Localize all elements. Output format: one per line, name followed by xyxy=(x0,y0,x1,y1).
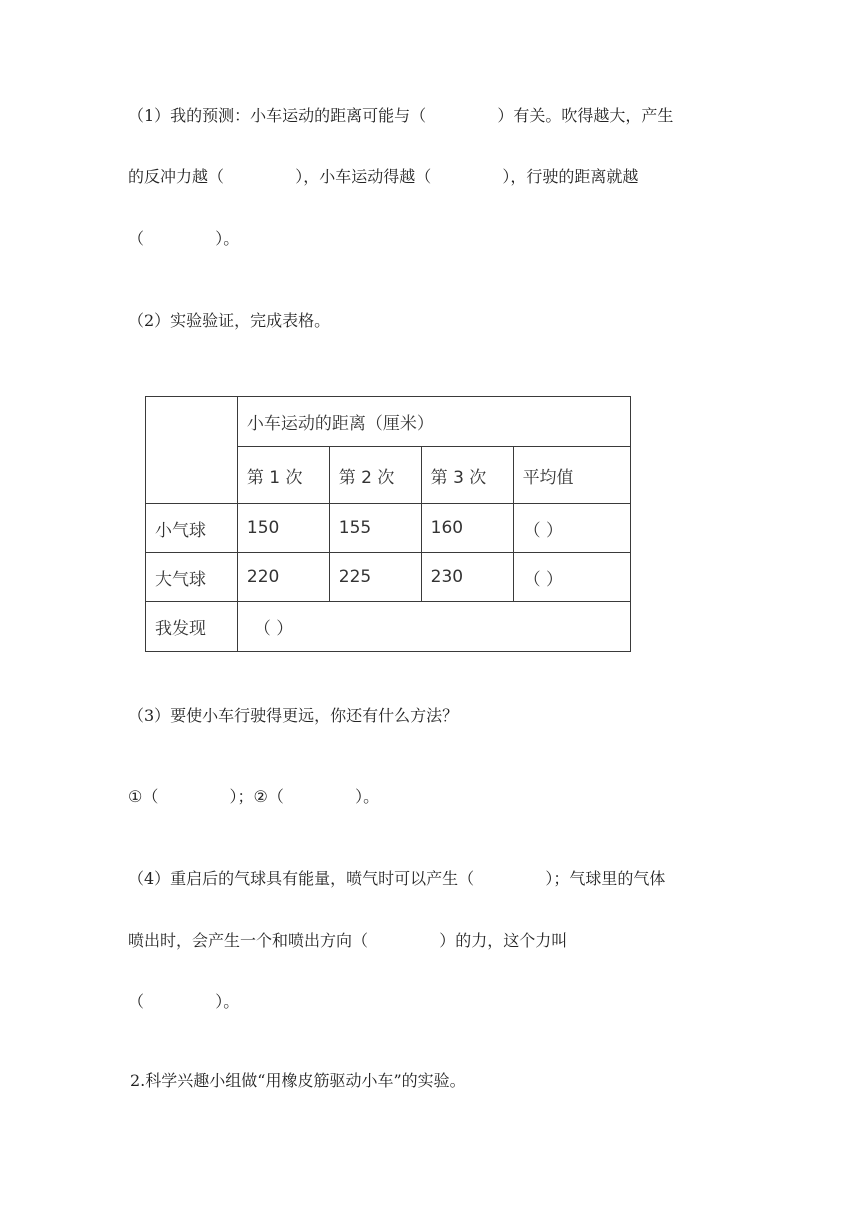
table-cell: 220 xyxy=(237,553,329,602)
average-blank: （ ） xyxy=(513,504,630,553)
q3-answer-line: ①（ ）；②（ ）。 xyxy=(128,787,380,806)
table-cell: 230 xyxy=(421,553,513,602)
q1-line-3: （ ）。 xyxy=(128,229,240,248)
table-group-header: 小车运动的距离（厘米） xyxy=(237,397,630,447)
table-row-small-balloon xyxy=(146,504,631,553)
q3-prompt: （3）要使小车行驶得更远，你还有什么方法？ xyxy=(128,706,459,725)
q1-line-2: 的反冲力越（ ），小车运动得越（ ），行驶的距离就越 xyxy=(128,167,639,186)
table-row-finding xyxy=(146,602,631,652)
q4-line-1: （4）重启后的气球具有能量，喷气时可以产生（ ）；气球里的气体 xyxy=(128,869,666,888)
table-cell: 225 xyxy=(329,553,421,602)
table-row-large-balloon xyxy=(146,553,631,602)
column-header-trial-2: 第 2 次 xyxy=(329,447,421,504)
table-corner-cell xyxy=(146,397,238,504)
distance-table xyxy=(145,396,631,652)
table-cell: 155 xyxy=(329,504,421,553)
row-label: 我发现 xyxy=(146,602,238,652)
table-cell: 150 xyxy=(237,504,329,553)
finding-blank: （ ） xyxy=(237,602,630,652)
column-header-average: 平均值 xyxy=(513,447,630,504)
q4-line-2: 喷出时，会产生一个和喷出方向（ ）的力，这个力叫 xyxy=(128,931,568,950)
q1-line-1: （1）我的预测：小车运动的距离可能与（ ）有关。吹得越大，产生 xyxy=(128,106,674,125)
column-header-trial-1: 第 1 次 xyxy=(237,447,329,504)
column-header-trial-3: 第 3 次 xyxy=(421,447,513,504)
q2-prompt: （2）实验验证，完成表格。 xyxy=(128,311,331,330)
average-blank: （ ） xyxy=(513,553,630,602)
q4-line-3: （ ）。 xyxy=(128,992,240,1011)
table-cell: 160 xyxy=(421,504,513,553)
next-question-heading: 2.科学兴趣小组做“用橡皮筋驱动小车”的实验。 xyxy=(130,1071,466,1090)
row-label: 小气球 xyxy=(146,504,238,553)
row-label: 大气球 xyxy=(146,553,238,602)
